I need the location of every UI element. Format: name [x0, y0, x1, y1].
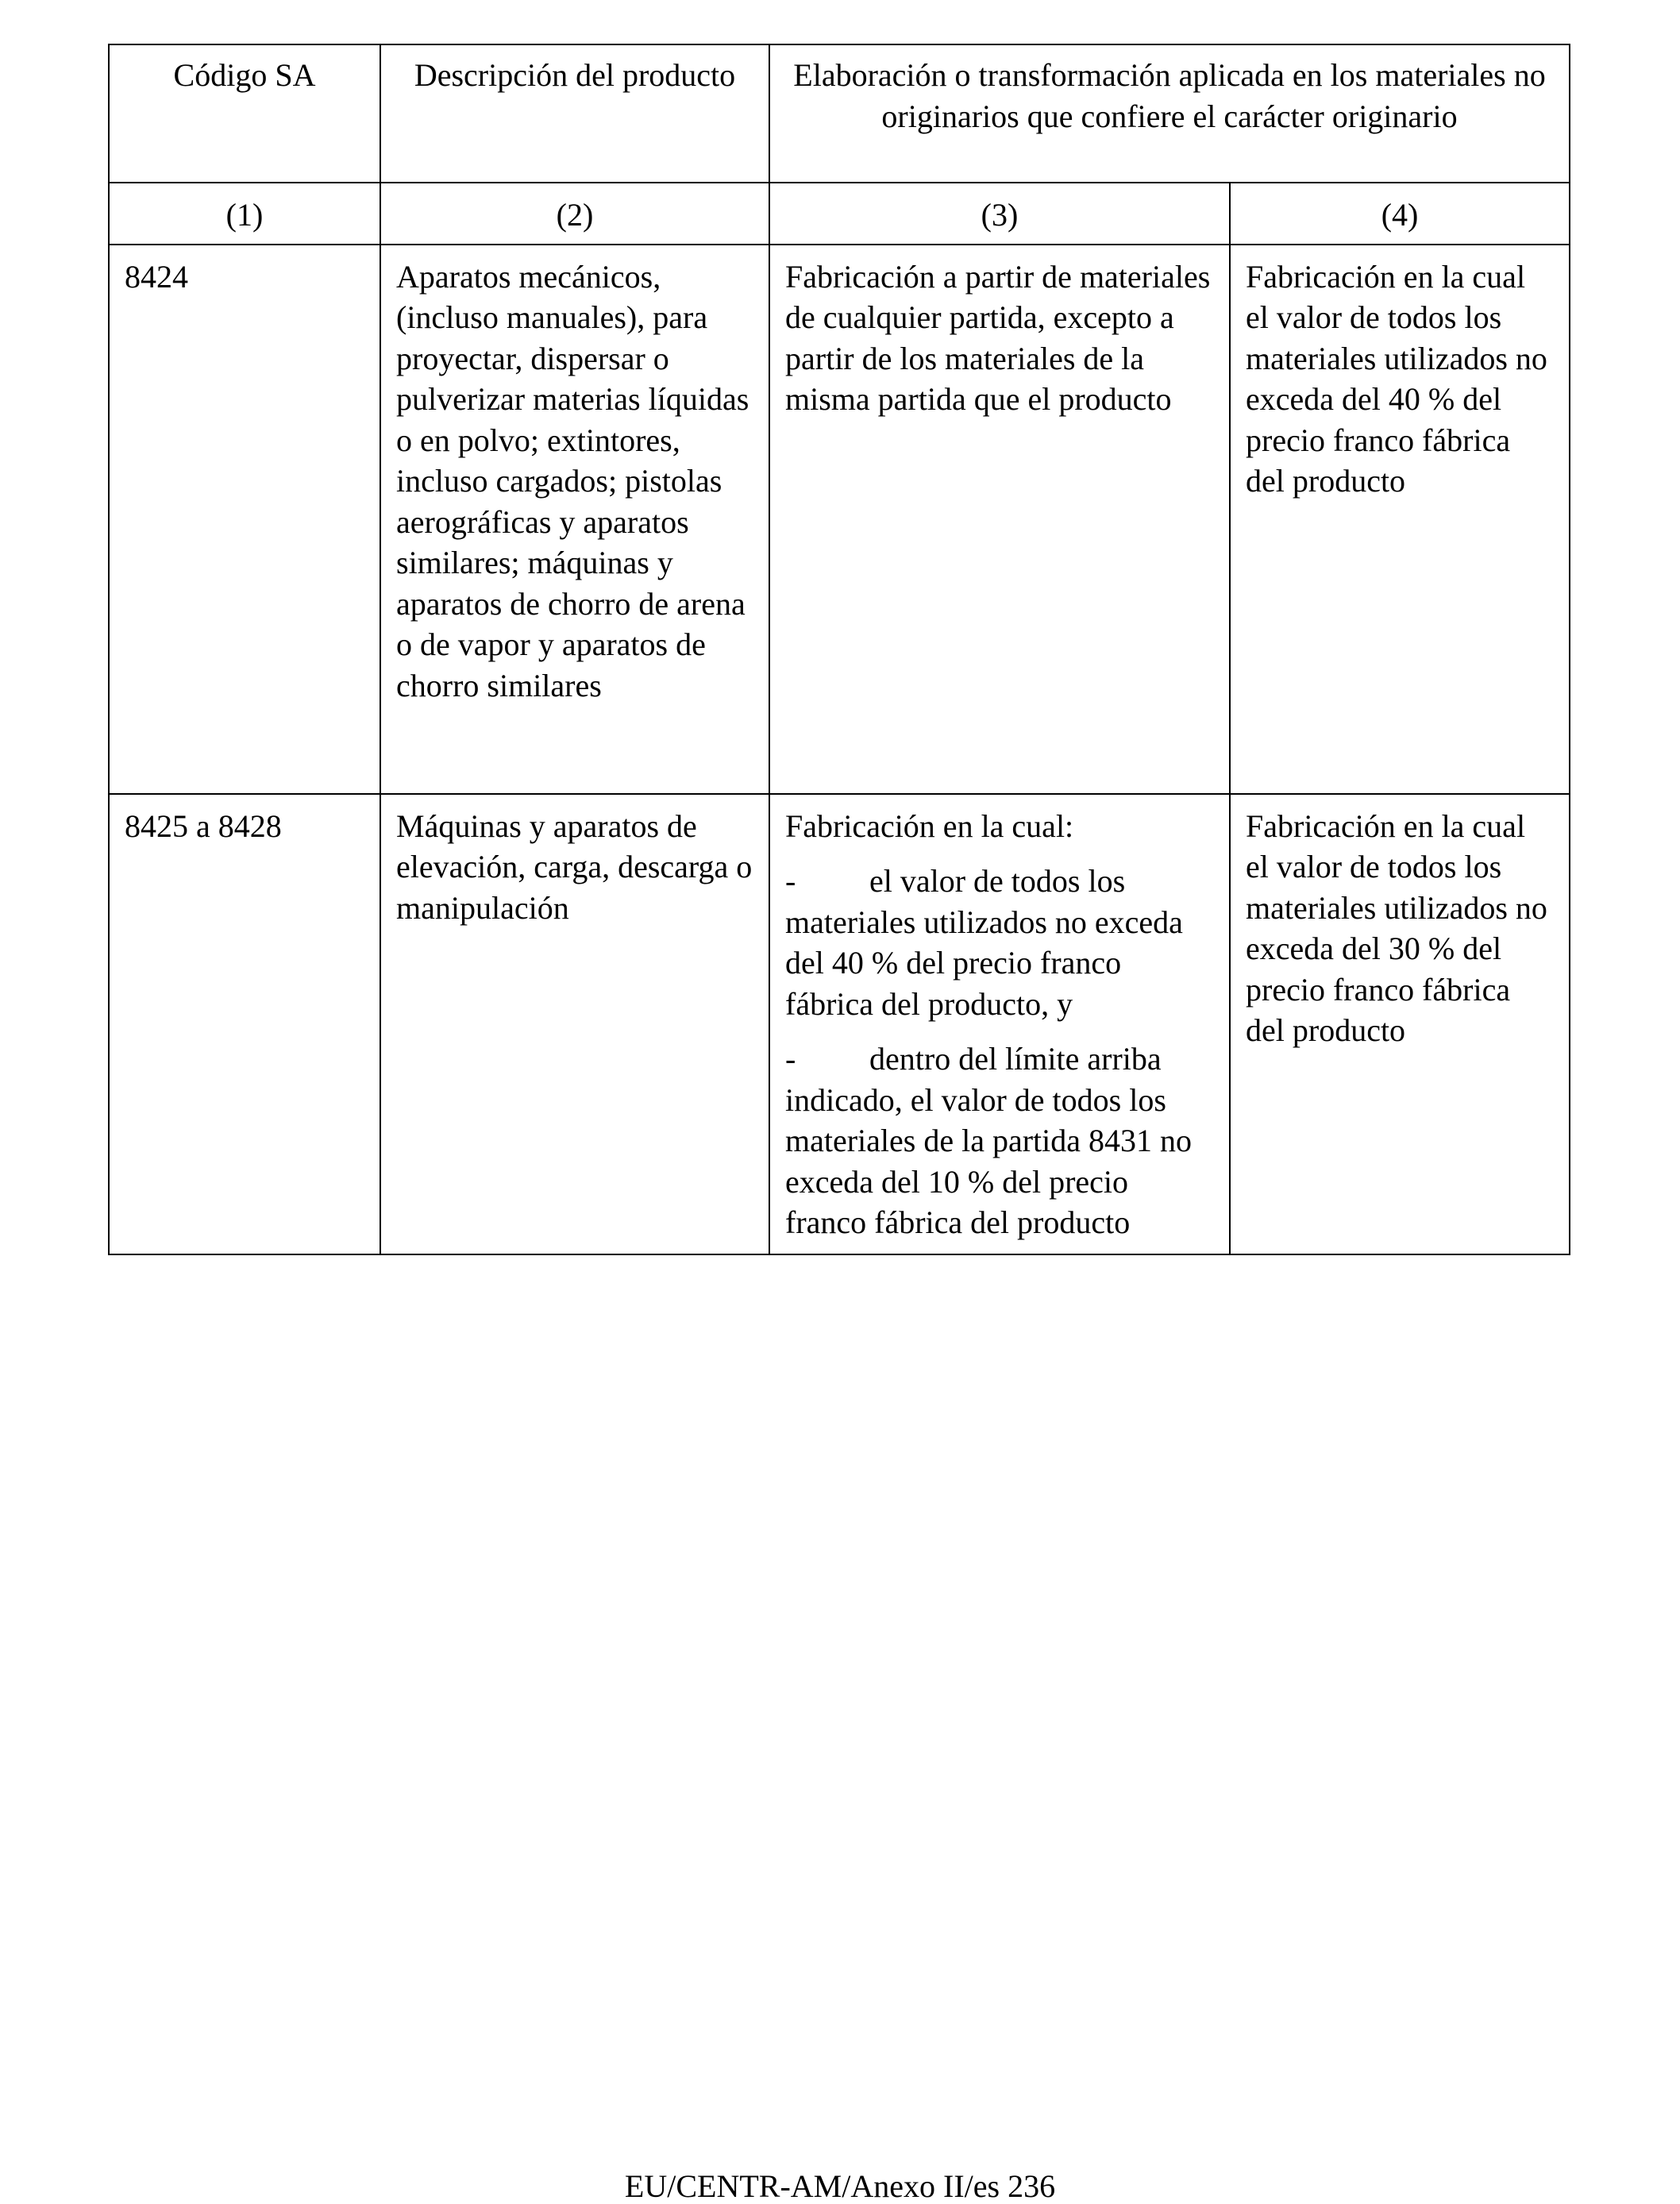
row-code: 8425 a 8428: [109, 794, 380, 1254]
header-processing: Elaboración o transformación aplicada en los materiales no originarios que confiere el carácter originario: [769, 44, 1570, 183]
row-description: Máquinas y aparatos de elevación, carga, descarga o manipulación: [380, 794, 769, 1254]
bullet-text: dentro del límite arriba indicado, el valor de todos los materiales de la partida 8431 no exceda del 10 % del precio franco fábrica del producto: [785, 1041, 1193, 1240]
column-number-2: (2): [380, 183, 769, 245]
row-code: 8424: [109, 245, 380, 794]
header-row: [109, 44, 1570, 183]
header-code: Código SA: [109, 44, 380, 183]
row-description: Aparatos mecánicos, (incluso manuales), para proyectar, dispersar o pulverizar materias líquidas o en polvo; extintores, incluso cargados; pistolas aerográficas y aparatos similares; máquinas y aparatos de chorro de arena o de vapor y aparatos de chorro similares: [380, 245, 769, 794]
bullet-marker: -: [785, 863, 796, 899]
table-row: [109, 794, 1570, 1254]
bullet-marker: -: [785, 1041, 796, 1077]
page-footer: EU/CENTR-AM/Anexo II/es 236: [624, 2168, 1056, 2204]
row-processing-col3: [769, 245, 1230, 794]
origin-rules-table: [108, 44, 1570, 1255]
header-description: Descripción del producto: [380, 44, 769, 183]
row-processing-col4: Fabricación en la cual el valor de todos los materiales utilizados no exceda del 40 % del precio franco fábrica del producto: [1230, 245, 1570, 794]
table-row: [109, 245, 1570, 794]
column-number-1: (1): [109, 183, 380, 245]
row-processing-col4: Fabricación en la cual el valor de todos los materiales utilizados no exceda del 30 % del precio franco fábrica del producto: [1230, 794, 1570, 1254]
column-number-3: (3): [769, 183, 1230, 245]
row-processing-col3: [769, 794, 1230, 1254]
column-number-4: (4): [1230, 183, 1570, 245]
col3-bullet: [785, 861, 1214, 1024]
bullet-text: el valor de todos los materiales utilizados no exceda del 40 % del precio franco fábrica del producto, y: [785, 863, 1183, 1022]
col3-bullet: [785, 1038, 1214, 1243]
col3-intro: Fabricación a partir de materiales de cualquier partida, excepto a partir de los materiales de la misma partida que el producto: [785, 258, 1211, 417]
column-number-row: [109, 183, 1570, 245]
col3-intro: Fabricación en la cual:: [785, 807, 1074, 844]
